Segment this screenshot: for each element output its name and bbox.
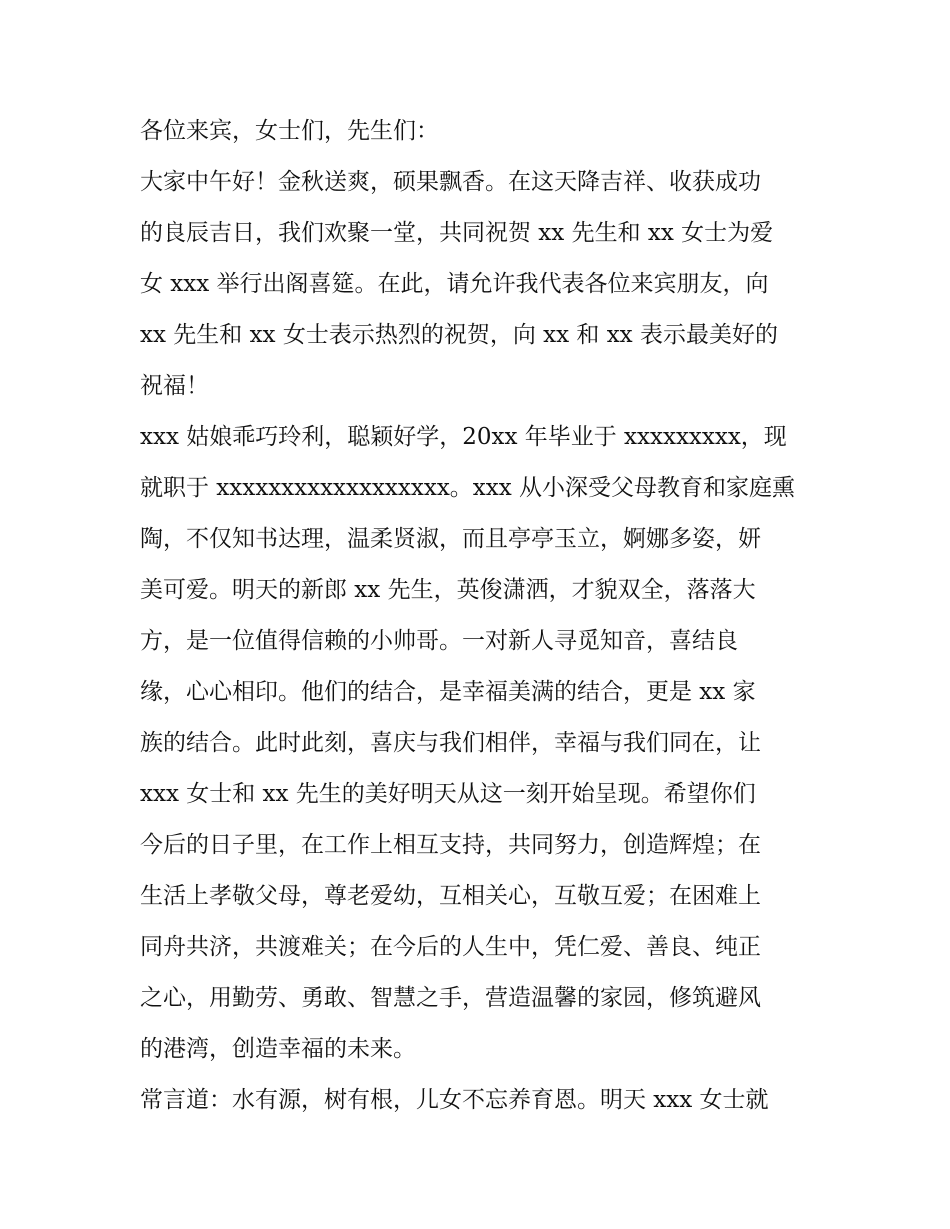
text-line: xx 先生和 xx 女士表示热烈的祝贺，向 xx 和 xx 表示最美好的 <box>140 322 778 348</box>
text-line: 常言道：水有源，树有根，儿女不忘养育恩。明天 xxx 女士就 <box>140 1087 769 1113</box>
document-body <box>140 106 820 1126</box>
text-line: 同舟共济，共渡难关；在今后的人生中，凭仁爱、善良、纯正 <box>140 934 761 960</box>
text-line: xxx 女士和 xx 先生的美好明天从这一刻开始呈现。希望你们 <box>140 781 756 807</box>
text-line: 就职于 xxxxxxxxxxxxxxxxxx。xxx 从小深受父母教育和家庭熏 <box>140 475 796 501</box>
text-line: 的良辰吉日，我们欢聚一堂，共同祝贺 xx 先生和 xx 女士为爱 <box>140 220 774 246</box>
text-line: 祝福！ <box>140 373 209 399</box>
text-line: 的港湾，创造幸福的未来。 <box>140 1036 416 1062</box>
text-line: 美可爱。明天的新郎 xx 先生，英俊潇洒，才貌双全，落落大 <box>140 577 756 603</box>
text-line: 陶，不仅知书达理，温柔贤淑，而且亭亭玉立，婀娜多姿，妍 <box>140 526 761 552</box>
text-line: 方，是一位值得信赖的小帅哥。一对新人寻觅知音，喜结良 <box>140 628 738 654</box>
text-line: 缘，心心相印。他们的结合，是幸福美满的结合，更是 xx 家 <box>140 679 756 705</box>
text-line: 之心，用勤劳、勇敢、智慧之手，营造温馨的家园，修筑避风 <box>140 985 761 1011</box>
text-line: 族的结合。此时此刻，喜庆与我们相伴，幸福与我们同在，让 <box>140 730 761 756</box>
text-line: 生活上孝敬父母，尊老爱幼，互相关心，互敬互爱；在困难上 <box>140 883 761 909</box>
text-line: 各位来宾，女士们，先生们： <box>140 118 439 144</box>
text-line: 大家中午好！金秋送爽，硕果飘香。在这天降吉祥、收获成功 <box>140 169 761 195</box>
text-line: 女 xxx 举行出阁喜筵。在此，请允许我代表各位来宾朋友，向 <box>140 271 769 297</box>
text-line: 今后的日子里，在工作上相互支持，共同努力，创造辉煌；在 <box>140 832 761 858</box>
text-line: xxx 姑娘乖巧玲利，聪颖好学，20xx 年毕业于 xxxxxxxxx，现 <box>140 424 787 450</box>
